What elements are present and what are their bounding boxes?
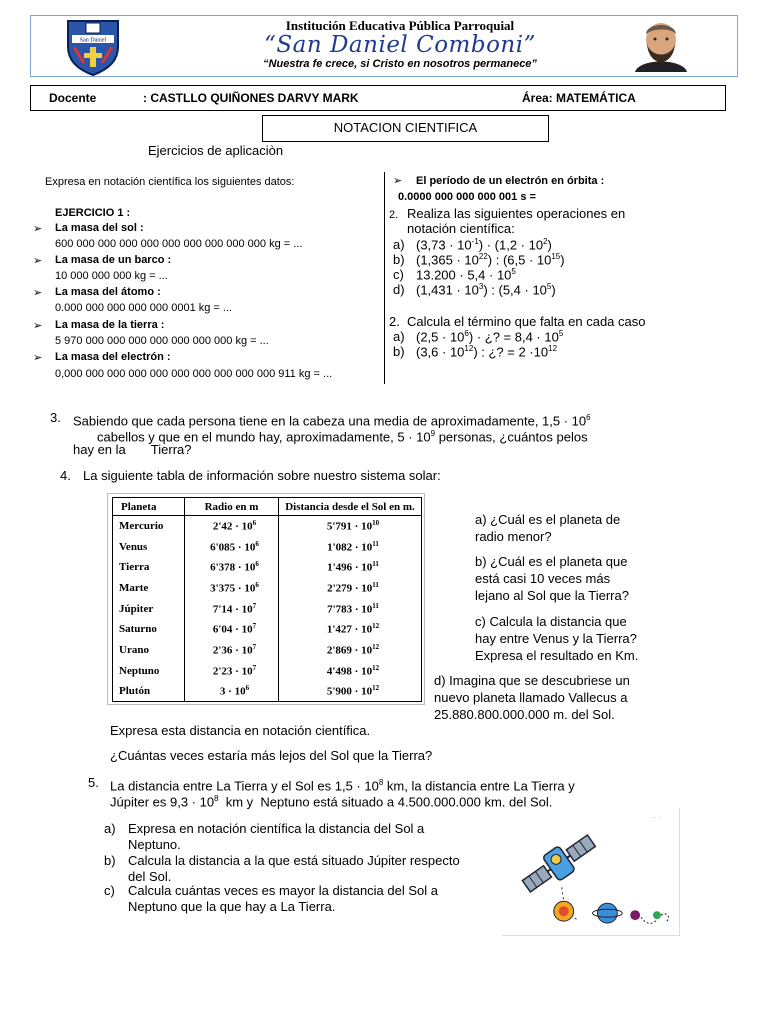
ex5-b-text: Calcula la distancia a la que está situado Júpiter respecto del Sol.	[128, 853, 460, 884]
atom-mass-label: La masa del átomo :	[55, 286, 161, 298]
table-header-row	[113, 498, 422, 516]
table-row	[113, 536, 422, 557]
planet-name: Saturno	[113, 619, 185, 640]
planet-name: Plutón	[113, 681, 185, 702]
how-many-times-text: ¿Cuántas veces estaría más lejos del Sol que la Tierra?	[110, 748, 433, 763]
op-d-letter: d)	[393, 282, 405, 297]
atom-mass-value: 0.000 000 000 000 000 0001 kg = ...	[55, 302, 233, 314]
column-divider	[384, 172, 385, 384]
planet-distance: $4'498 \cdot 10^{12}$	[279, 660, 422, 681]
exercise1-intro: Expresa en notación científica los siguientes datos:	[45, 176, 295, 188]
table-row	[113, 660, 422, 681]
electron-mass-value: 0,000 000 000 000 000 000 000 000 000 000 911 kg = ...	[55, 368, 333, 380]
ship-mass-label: La masa de un barco :	[55, 254, 172, 266]
earth-mass-label: La masa de la tierra :	[55, 319, 165, 331]
exercise2-line1: Realiza las siguientes operaciones en	[407, 206, 626, 221]
exercise3-line3: hay en la Tierra?	[73, 442, 192, 457]
planet-distance: $5'791 \cdot 10^{10}$	[279, 516, 422, 537]
arrow-bullet-icon: ➢	[33, 352, 43, 364]
op-b-letter: b)	[393, 252, 405, 267]
exercise2-number: 2.	[389, 209, 399, 221]
planet-radius: $6'085 \cdot 10^6$	[185, 536, 279, 557]
table-row	[113, 578, 422, 599]
electron-period-value: 0.0000 000 000 000 001 s =	[398, 191, 536, 203]
exercise3-line1: Sabiendo que cada persona tiene en la cabeza una media de aproximadamente, $1,5 \cdot 10^6$	[73, 413, 591, 429]
crest-text: San Daniel	[79, 37, 107, 44]
arrow-bullet-icon: ➢	[33, 287, 43, 299]
sun-mass-value: 600 000 000 000 000 000 000 000 000 000 kg = ...	[55, 238, 303, 250]
ex5-c-letter: c)	[104, 883, 115, 898]
arrow-bullet-icon: ➢	[33, 320, 43, 332]
exercise3-number: 3.	[50, 410, 61, 425]
planet-radius: $6'04 \cdot 10^7$	[185, 619, 279, 640]
exercise5-line2: Júpiter es $9,3 \cdot 10^8$ km y Neptuno está situado a 4.500.000.000 km. del Sol.	[110, 794, 553, 810]
ex5-a-letter: a)	[104, 821, 116, 836]
planet-radius: $3'375 \cdot 10^6$	[185, 578, 279, 599]
missing-a-expression: $(2,5 \cdot 10^6)$ · ¿? = $8,4 \cdot 10^5$	[416, 329, 564, 345]
planet-name: Júpiter	[113, 598, 185, 619]
op-c-letter: c)	[393, 267, 404, 282]
planet-radius: $2'42 \cdot 10^6$	[185, 516, 279, 537]
planet-name: Tierra	[113, 557, 185, 578]
school-name: “San Daniel Comboni”	[264, 32, 536, 58]
worksheet-subtitle: Ejercicios de aplicaciòn	[148, 143, 284, 158]
electron-period-label: El período de un electrón en órbita :	[416, 175, 605, 187]
header-planet: Planeta	[113, 498, 185, 516]
missing-a-letter: a)	[393, 329, 405, 344]
exercise2b-text: Calcula el término que falta en cada caso	[407, 314, 646, 329]
earth-mass-value: 5 970 000 000 000 000 000 000 000 kg = ...	[55, 335, 269, 347]
header-radius: Radio en m	[185, 498, 279, 516]
question-b: b) ¿Cuál es el planeta que está casi 10 veces más lejano al Sol que la Tierra?	[475, 554, 629, 603]
ex5-b-letter: b)	[104, 853, 116, 868]
exercise5-line1: La distancia entre La Tierra y el Sol es $1,5 \cdot 10^8$ km, la distancia entre La Tierra y	[110, 778, 575, 794]
table-row	[113, 619, 422, 640]
teacher-name: : CASTLLO QUIÑONES DARVY MARK	[143, 91, 359, 105]
school-crest-icon	[62, 17, 124, 77]
op-c-expression: $13.200 \cdot 5,4 \cdot 10^5$	[416, 267, 516, 283]
table-row	[113, 516, 422, 537]
arrow-bullet-icon: ➢	[33, 223, 43, 235]
ex5-a-text: Expresa en notación científica la distancia del Sol a Neptuno.	[128, 821, 425, 852]
svg-text:· · ·: · · ·	[651, 814, 661, 822]
table-row	[113, 640, 422, 661]
exercise2b-number: 2.	[389, 314, 400, 329]
planet-distance: $2'279 \cdot 10^{11}$	[279, 578, 422, 599]
planet-distance: $7'783 \cdot 10^{11}$	[279, 598, 422, 619]
teacher-info-bar	[30, 85, 726, 111]
planet-radius: $7'14 \cdot 10^7$	[185, 598, 279, 619]
planet-radius: $3 \cdot 10^6$	[185, 681, 279, 702]
op-a-letter: a)	[393, 237, 405, 252]
worksheet-title: NOTACION CIENTIFICA	[262, 115, 549, 142]
exercise3-line2: cabellos y que en el mundo hay, aproximadamente, $5 \cdot 10^9$ personas, ¿cuántos pelos	[97, 429, 588, 445]
op-b-expression: $(1,365 \cdot 10^{22})$ : $(6,5 \cdot 10^{15})$	[416, 252, 565, 268]
planet-radius: $6'378 \cdot 10^6$	[185, 557, 279, 578]
op-a-expression: $(3,73 \cdot 10^{-1}) \cdot (1,2 \cdot 10^2)$	[416, 237, 552, 253]
question-a: a) ¿Cuál es el planeta de radio menor?	[475, 512, 621, 544]
table-row	[113, 598, 422, 619]
exercise5-number: 5.	[88, 775, 99, 790]
planet-distance: $2'869 \cdot 10^{12}$	[279, 640, 422, 661]
school-motto: “Nuestra fe crece, si Cristo en nosotros permanece”	[263, 58, 537, 70]
exercise2-line2: notación científica:	[407, 221, 515, 236]
planet-name: Urano	[113, 640, 185, 661]
missing-b-expression: $(3,6 \cdot 10^{12})$ : ¿? = $2 \cdot 10^{12}$	[416, 344, 558, 360]
planet-name: Neptuno	[113, 660, 185, 681]
docente-label: Docente	[49, 91, 97, 105]
institution-name: Institución Educativa Pública Parroquial	[285, 18, 515, 33]
exercise4-number: 4.	[60, 468, 71, 483]
ship-mass-value: 10 000 000 000 kg = ...	[55, 270, 168, 282]
planet-distance: $1'496 \cdot 10^{11}$	[279, 557, 422, 578]
satellite-illustration-icon	[502, 808, 680, 936]
planet-name: Mercurio	[113, 516, 185, 537]
electron-mass-label: La masa del electrón :	[55, 351, 171, 363]
arrow-bullet-icon: ➢	[33, 255, 43, 267]
table-row	[113, 681, 422, 702]
missing-b-letter: b)	[393, 344, 405, 359]
express-distance-text: Expresa esta distancia en notación científica.	[110, 723, 371, 738]
sun-mass-label: La masa del sol :	[55, 222, 144, 234]
header-distance: Distancia desde el Sol en m.	[279, 498, 422, 516]
subject-area: Área: MATEMÁTICA	[522, 91, 636, 105]
op-d-expression: $(1,431 \cdot 10^3)$ : $(5,4 \cdot 10^5)$	[416, 282, 556, 298]
exercise1-heading: EJERCICIO 1 :	[55, 207, 131, 219]
planet-name: Marte	[113, 578, 185, 599]
arrow-bullet-icon: ➢	[393, 175, 403, 187]
table-row	[113, 557, 422, 578]
planet-distance: $5'900 \cdot 10^{12}$	[279, 681, 422, 702]
ex5-c-text: Calcula cuántas veces es mayor la distancia del Sol a Neptuno que la que hay a La Tierra.	[128, 883, 438, 914]
planet-radius: $2'23 \cdot 10^7$	[185, 660, 279, 681]
solar-system-table	[112, 497, 422, 702]
exercise4-text: La siguiente tabla de información sobre nuestro sistema solar:	[83, 468, 441, 483]
question-c: c) Calcula la distancia que hay entre Venus y la Tierra? Expresa el resultado en Km.	[475, 614, 639, 663]
planet-distance: $1'427 \cdot 10^{12}$	[279, 619, 422, 640]
planet-name: Venus	[113, 536, 185, 557]
planet-distance: $1'082 \cdot 10^{11}$	[279, 536, 422, 557]
planet-radius: $2'36 \cdot 10^7$	[185, 640, 279, 661]
question-d: d) Imagina que se descubriese un nuevo planeta llamado Vallecus a 25.880.800.000.000 m. del Sol.	[434, 673, 630, 722]
founder-portrait-icon	[613, 18, 699, 72]
